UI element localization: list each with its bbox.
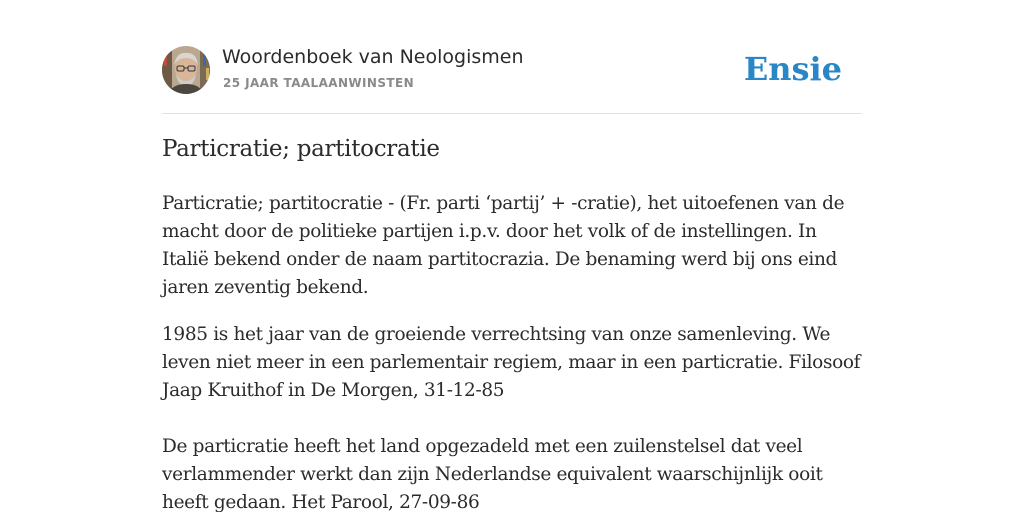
page-title: Particratie; partitocratie — [162, 136, 440, 162]
brand-logo[interactable]: Ensie — [743, 50, 842, 88]
source-name[interactable]: Woordenboek van Neologismen — [222, 46, 524, 68]
source-subtitle: 25 JAAR TAALAANWINSTEN — [223, 76, 415, 90]
avatar-portrait-icon — [162, 46, 210, 94]
definition-paragraph: Particratie; partitocratie - (Fr. parti ‘partij’ + -cratie), het uitoefenen van de macht door de politieke partijen i.p.v. door het volk of de instellingen. In Italië bekend onder de naam partitocrazia. De benaming werd bij ons eind jaren zeventig bekend. — [162, 193, 845, 298]
avatar[interactable] — [162, 46, 210, 94]
quote-paragraph: 1985 is het jaar van de groeiende verrechtsing van onze samenleving. We leven niet meer in een parlementair regiem, maar in een particratie. Filosoof Jaap Kruithof in De Morgen, 31-12-85 — [162, 324, 861, 401]
header-divider — [162, 113, 862, 114]
quote-paragraph: De particratie heeft het land opgezadeld met een zuilenstelsel dat veel verlammender werkt dan zijn Nederlandse equivalent waarschijnlijk ooit heeft gedaan. Het Parool, 27-09-86 — [162, 436, 823, 512]
header — [162, 46, 862, 96]
